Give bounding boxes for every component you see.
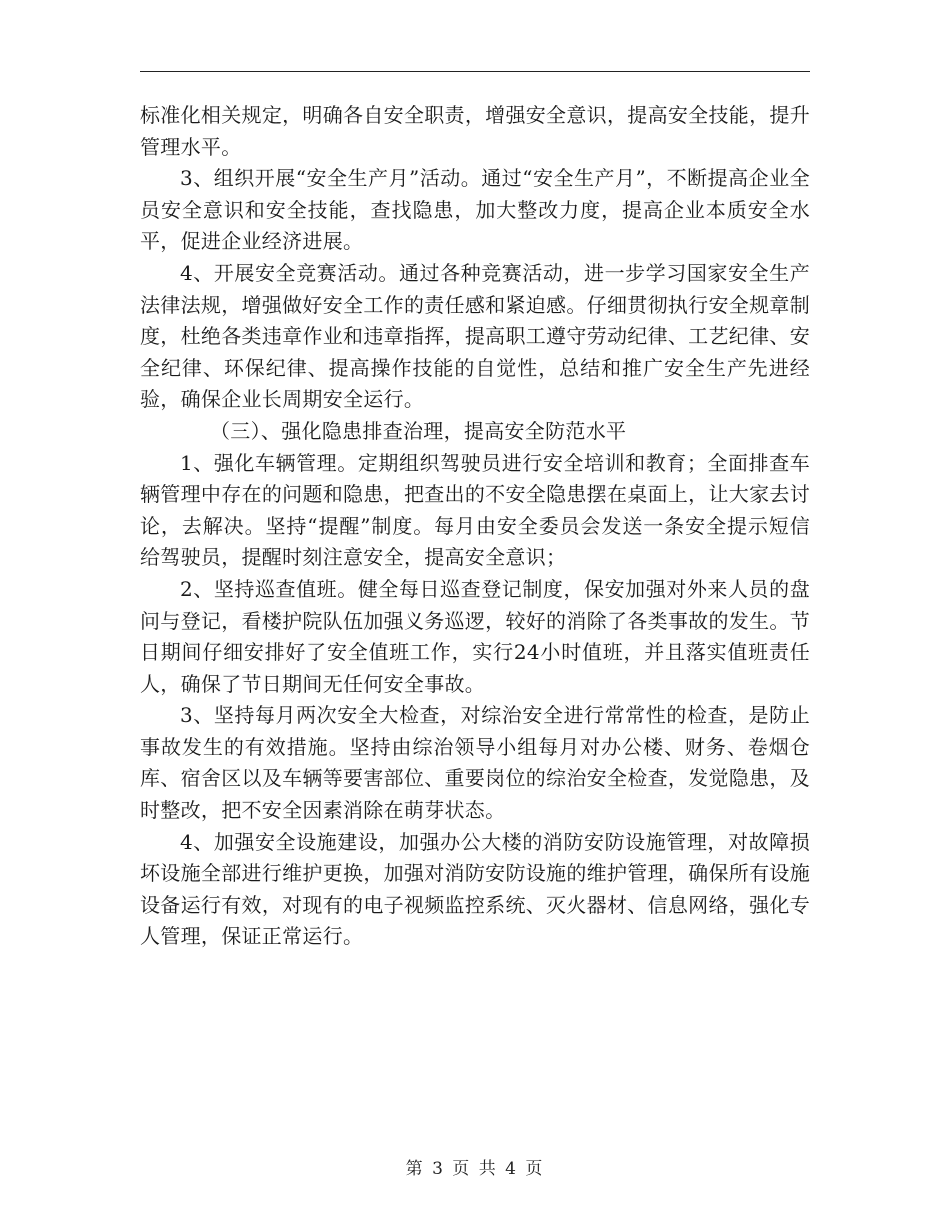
header-rule: [140, 71, 810, 72]
paragraph-item-1-vehicle-management: 1、强化车辆管理。定期组织驾驶员进行安全培训和教育；全面排查车辆管理中存在的问题和隐患，把查出的不安全隐患摆在桌面上，让大家去讨论，去解决。坚持“提醒”制度。每月由安全委员会发送一条安全提示短信给驾驶员，提醒时刻注意安全，提高安全意识；: [140, 450, 810, 570]
section-heading-3: （三）、强化隐患排查治理，提高安全防范水平: [210, 418, 627, 443]
page-number-footer: 第 3 页 共 4 页: [405, 1159, 545, 1179]
paragraph-item-4-safety-competition: 4、开展安全竞赛活动。通过各种竞赛活动，进一步学习国家安全生产法律法规，增强做好安全工作的责任感和紧迫感。仔细贯彻执行安全规章制度，杜绝各类违章作业和违章指挥，提高职工遵守劳动纪律、工艺纪律、安全纪律、环保纪律、提高操作技能的自觉性，总结和推广安全生产先进经验，确保企业长周期安全运行。: [140, 260, 810, 412]
paragraph-continuation: 标准化相关规定，明确各自安全职责，增强安全意识，提高安全技能，提升管理水平。: [140, 103, 810, 159]
paragraph-item-4-safety-facilities: 4、加强安全设施建设，加强办公大楼的消防安防设施管理，对故障损坏设施全部进行维护更换，加强对消防安防设施的维护管理，确保所有设施设备运行有效，对现有的电子视频监控系统、灭火器材、信息网络，强化专人管理，保证正常运行。: [140, 829, 810, 949]
document-body: [140, 100, 810, 953]
paragraph-item-3-safety-month: 3、组织开展“安全生产月”活动。通过“安全生产月”，不断提高企业全员安全意识和安全技能，查找隐患，加大整改力度，提高企业本质安全水平，促进企业经济进展。: [140, 166, 810, 254]
paragraph-item-2-patrol-duty: 2、坚持巡查值班。健全每日巡查登记制度，保安加强对外来人员的盘问与登记，看楼护院队伍加强义务巡逻，较好的消除了各类事故的发生。节日期间仔细安排好了安全值班工作，实行24小时值班，并且落实值班责任人，确保了节日期间无任何安全事故。: [140, 576, 810, 696]
paragraph-item-3-monthly-inspection: 3、坚持每月两次安全大检查，对综治安全进行常常性的检查，是防止事故发生的有效措施。坚持由综治领导小组每月对办公楼、财务、卷烟仓库、宿舍区以及车辆等要害部位、重要岗位的综治安全检查，发觉隐患，及时整改，把不安全因素消除在萌芽状态。: [140, 703, 810, 823]
